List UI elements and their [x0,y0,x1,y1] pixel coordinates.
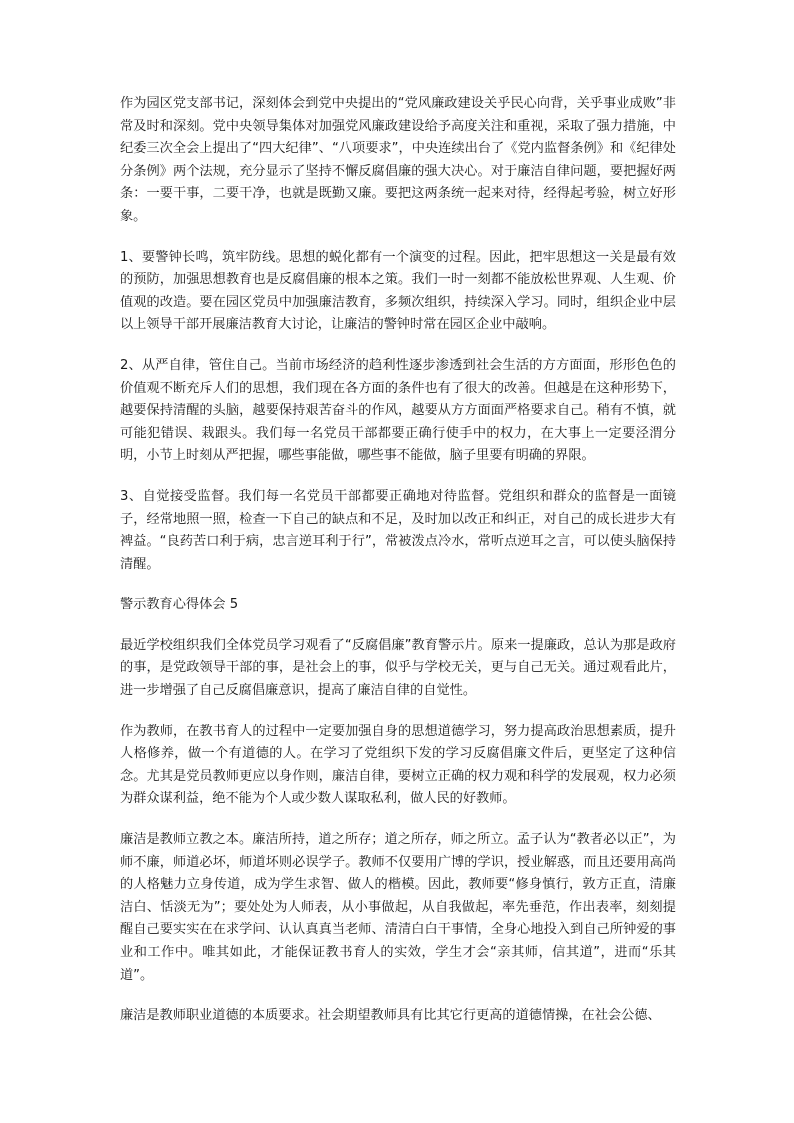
section-heading: 警示教育心得体会 5 [120,597,239,613]
document-page [120,93,676,1046]
paragraph-point-3: 3、自觉接受监督。我们每一名党员干部都要正确地对待监督。党组织和群众的监督是一面镜子，经常地照一照，检查一下自己的缺点和不足，及时加以改正和纠正，对自己的成长进步大有裨益。“良药苦口利于病，忠言逆耳利于行”，常被泼点冷水，常听点逆耳之言，可以使头脑保持清醒。 [120,488,676,572]
paragraph-section5-3: 廉洁是教师立教之本。廉洁所持，道之所存；道之所存，师之所立。孟子认为“教者必以正”，为师不廉，师道必坏，师道坏则必误学子。教师不仅要用广博的学识，授业解惑，而且还要用高尚的人格魅力立身传道，成为学生求智、做人的楷模。因此，教师要“修身慎行，敦方正直，清廉洁白、恬淡无为”；要处处为人师表，从小事做起，从自我做起，率先垂范，作出表率，刻刻提醒自己要实实在在求学问、认认真真当老师、清清白白干事情，全身心地投入到自己所钟爱的事业和工作中。唯其如此，才能保证教书育人的实效，学生才会“亲其师，信其道”，进而“乐其道”。 [120,832,676,983]
paragraph-section5-4: 廉洁是教师职业道德的本质要求。社会期望教师具有比其它行更高的道德情操，在社会公德、 [120,1008,661,1024]
paragraph-section5-2: 作为教师，在教书育人的过程中一定要加强自身的思想道德学习，努力提高政治思想素质，提升人格修养，做一个有道德的人。在学习了党组织下发的学习反腐倡廉文件后，更坚定了这种信念。尤其是党员教师更应以身作则，廉洁自律，要树立正确的权力观和科学的发展观，权力必须为群众谋利益，绝不能为个人或少数人谋取私利，做人民的好教师。 [120,723,676,807]
paragraph-point-1: 1、要警钟长鸣，筑牢防线。思想的蜕化都有一个演变的过程。因此，把牢思想这一关是最有效的预防，加强思想教育也是反腐倡廉的根本之策。我们一时一刻都不能放松世界观、人生观、价值观的改造。要在园区党员中加强廉洁教育，多频次组织，持续深入学习。同时，组织企业中层以上领导干部开展廉洁教育大讨论，让廉洁的警钟时常在园区企业中敲响。 [120,249,676,333]
paragraph-point-2: 2、从严自律，管住自己。当前市场经济的趋利性逐步渗透到社会生活的方方面面，形形色色的价值观不断充斥人们的思想，我们现在各方面的条件也有了很大的改善。但越是在这种形势下，越要保持清醒的头脑，越要保持艰苦奋斗的作风，越要从方方面面严格要求自己。稍有不慎，就可能犯错误、栽跟头。我们每一名党员干部都要正确行使手中的权力，在大事上一定要泾渭分明，小节上时刻从严把握，哪些事能做，哪些事不能做，脑子里要有明确的界限。 [120,357,676,464]
paragraph-section5-1: 最近学校组织我们全体党员学习观看了“反腐倡廉”教育警示片。原来一提廉政，总认为那是政府的事，是党政领导干部的事，是社会上的事，似乎与学校无关，更与自己无关。通过观看此片，进一步增强了自己反腐倡廉意识，提高了廉洁自律的自觉性。 [120,637,676,699]
paragraph-intro: 作为园区党支部书记，深刻体会到党中央提出的“党风廉政建设关乎民心向背，关乎事业成败”非常及时和深刻。党中央领导集体对加强党风廉政建设给予高度关注和重视，采取了强力措施，中纪委三次全会上提出了“四大纪律”、“八项要求”，中央连续出台了《党内监督条例》和《纪律处分条例》两个法规，充分显示了坚持不懈反腐倡廉的强大决心。对于廉洁自律问题，要把握好两条：一要干事，二要干净，也就是既勤又廉。要把这两条统一起来对待，经得起考验，树立好形象。 [120,96,676,224]
